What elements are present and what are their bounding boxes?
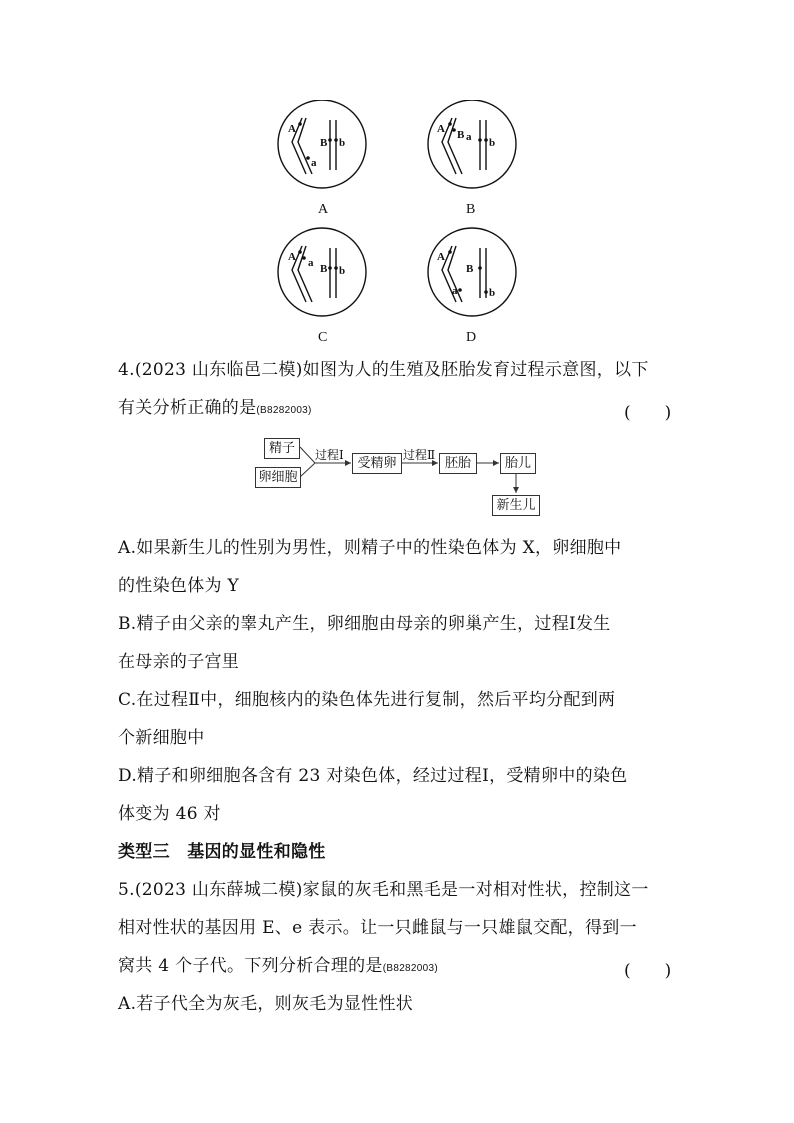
section-heading: 类型三 基因的显性和隐性 <box>118 842 326 862</box>
gene-label: B <box>320 137 328 149</box>
flow-process-2: 过程Ⅱ <box>403 448 436 462</box>
cell-label-c: C <box>318 330 328 345</box>
gene-label: A <box>288 123 296 135</box>
q5-stem-line1: 5.(2023 山东薛城二模)家鼠的灰毛和黑毛是一对相对性状，控制这一 <box>118 880 649 900</box>
q5-answer-blank: ( ) <box>624 961 672 981</box>
flow-sperm: 精子 <box>264 438 300 459</box>
q4-option-d-line1: D.精子和卵细胞各含有 23 对染色体，经过过程Ⅰ，受精卵中的染色 <box>118 766 628 786</box>
flow-process-1: 过程Ⅰ <box>315 448 344 462</box>
gene-label: A <box>288 251 296 263</box>
gene-label: a <box>311 157 317 169</box>
cell-label-a: A <box>318 202 329 217</box>
cell-label-b: B <box>466 202 476 217</box>
chromosome-figure <box>260 100 540 350</box>
gene-label: B <box>457 129 465 141</box>
gene-label: B <box>466 263 474 275</box>
gene-label: B <box>320 263 328 275</box>
q4-option-d-line2: 体变为 46 对 <box>118 804 221 824</box>
q4-option-b-line1: B.精子由父亲的睾丸产生，卵细胞由母亲的卵巢产生，过程Ⅰ发生 <box>118 614 611 634</box>
gene-label: a <box>466 131 472 143</box>
flow-newborn: 新生儿 <box>492 495 540 516</box>
q5-stem-line2: 相对性状的基因用 E、e 表示。让一只雌鼠与一只雄鼠交配，得到一 <box>118 918 637 938</box>
cell-label-d: D <box>466 330 477 345</box>
gene-label: a <box>452 285 458 297</box>
gene-label: A <box>437 251 445 263</box>
gene-label: b <box>339 137 346 149</box>
q5-option-a: A.若子代全为灰毛，则灰毛为显性性状 <box>118 994 414 1014</box>
gene-label: b <box>489 287 496 299</box>
cell-b <box>428 100 516 188</box>
q4-option-b-line2: 在母亲的子宫里 <box>118 652 240 672</box>
q4-stem-text: 有关分析正确的是 <box>118 398 257 418</box>
gene-label: b <box>489 137 496 149</box>
gene-label: b <box>339 265 346 277</box>
q5-code: (B8282003) <box>382 963 438 974</box>
q4-code: (B8282003) <box>256 405 312 416</box>
flow-egg-cell: 卵细胞 <box>255 467 301 488</box>
gene-label: A <box>437 123 445 135</box>
flow-fetus: 胎儿 <box>500 453 536 474</box>
q5-stem-line3 <box>118 956 438 979</box>
q5-stem-text: 窝共 4 个子代。下列分析合理的是 <box>118 956 383 976</box>
q4-option-a-line2: 的性染色体为 Y <box>118 576 240 596</box>
q4-stem-line2 <box>118 398 312 421</box>
q4-option-a-line1: A.如果新生儿的性别为男性，则精子中的性染色体为 X，卵细胞中 <box>118 538 622 558</box>
q4-option-c-line1: C.在过程Ⅱ中，细胞核内的染色体先进行复制，然后平均分配到两 <box>118 690 616 710</box>
gene-label: a <box>308 257 314 269</box>
flow-embryo: 胚胎 <box>439 453 477 474</box>
q4-option-c-line2: 个新细胞中 <box>118 728 205 748</box>
flow-zygote: 受精卵 <box>352 453 402 474</box>
q4-answer-blank: ( ) <box>624 403 672 423</box>
q4-stem-line1: 4.(2023 山东临邑二模)如图为人的生殖及胚胎发育过程示意图，以下 <box>118 360 649 380</box>
